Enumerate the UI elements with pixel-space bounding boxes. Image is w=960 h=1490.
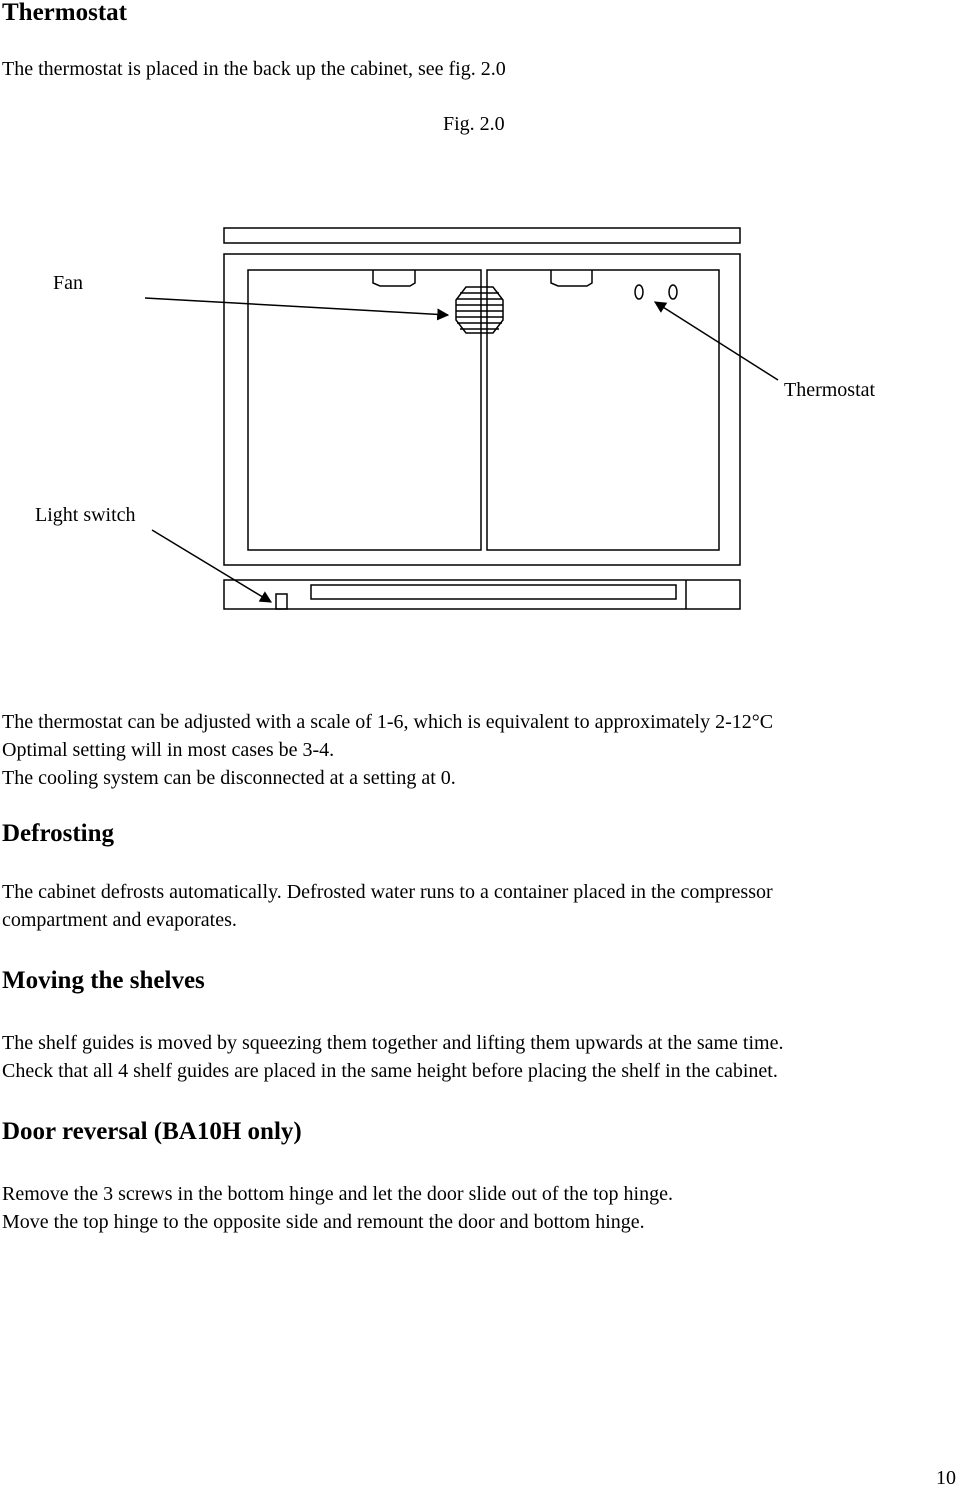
shelves-line-1: The shelf guides is moved by squeezing them together and lifting them upwards at the same time. [2,1032,784,1054]
cabinet-top-strip [224,228,740,243]
label-fan: Fan [53,272,83,294]
thermostat-knob-icon [669,285,677,299]
thermostat-intro: The thermostat is placed in the back up the cabinet, see fig. 2.0 [2,58,506,80]
thermostat-line-2: Optimal setting will in most cases be 3-4. [2,739,335,761]
light-switch-arrow [152,530,271,602]
light-switch-icon [276,594,287,609]
shelves-line-2: Check that all 4 shelf guides are placed in the same height before placing the shelf in the cabinet. [2,1060,778,1082]
thermostat-arrow [655,302,778,380]
cabinet-diagram [0,0,960,700]
defrosting-line-1: The cabinet defrosts automatically. Defrosted water runs to a container placed in the compressor [2,881,773,903]
fan-arrow [145,298,448,315]
thermostat-line-3: The cooling system can be disconnected at a setting at 0. [2,767,456,789]
defrosting-line-2: compartment and evaporates. [2,909,237,931]
label-thermostat: Thermostat [784,379,876,401]
heading-moving-shelves: Moving the shelves [2,967,205,994]
right-compartment [487,270,719,550]
door-line-1: Remove the 3 screws in the bottom hinge and let the door slide out of the top hinge. [2,1183,673,1205]
cabinet-body [224,254,740,565]
bracket-right [551,270,592,286]
heading-door-reversal: Door reversal (BA10H only) [2,1118,302,1145]
figure-caption: Fig. 2.0 [443,113,505,135]
thermostat-knob-icon [635,285,643,299]
heading-defrosting: Defrosting [2,820,115,847]
bracket-left [373,270,415,286]
fan-icon [456,287,503,333]
left-compartment [248,270,481,550]
thermostat-line-1: The thermostat can be adjusted with a scale of 1-6, which is equivalent to approximately 2-12°C [2,711,774,733]
page-number: 10 [936,1467,956,1489]
label-light-switch: Light switch [35,504,136,526]
door-line-2: Move the top hinge to the opposite side and remount the door and bottom hinge. [2,1211,645,1233]
heading-thermostat: Thermostat [2,0,127,26]
bottom-slot [311,585,676,599]
